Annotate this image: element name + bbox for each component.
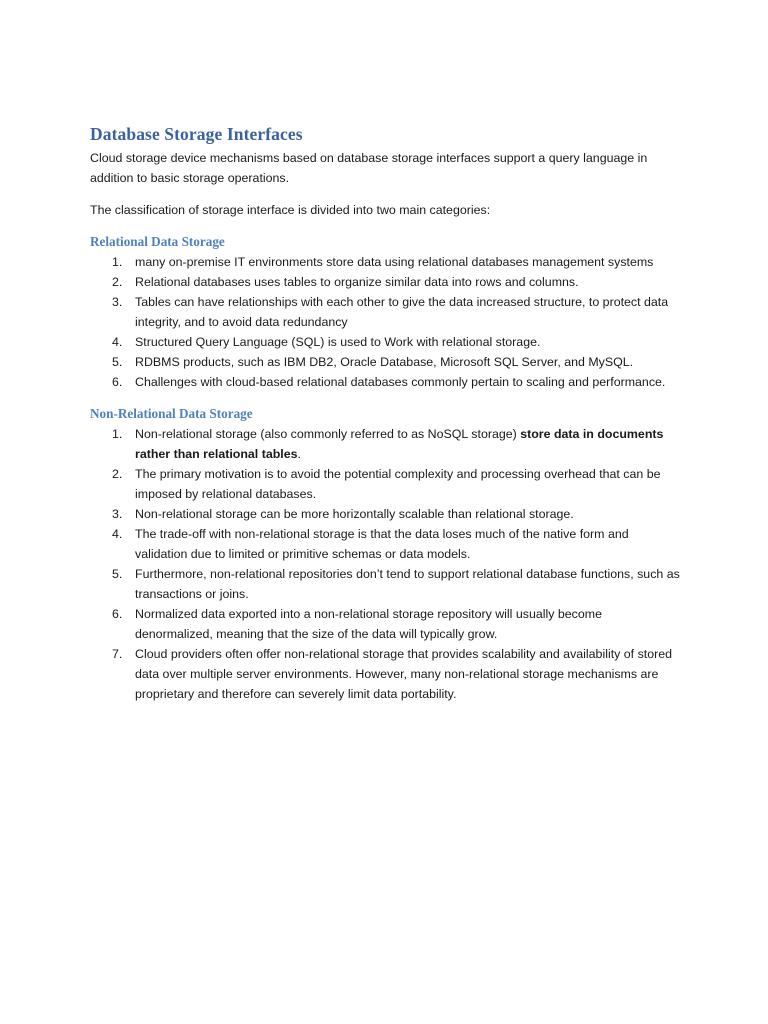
non-relational-list (90, 424, 690, 704)
list-item (90, 644, 683, 704)
list-item-text: RDBMS products, such as IBM DB2, Oracle Database, Microsoft SQL Server, and MySQL. (135, 355, 634, 369)
list-item (90, 332, 683, 352)
list-item-text: The primary motivation is to avoid the potential complexity and processing overhead that can be imposed by relational databases. (135, 467, 661, 501)
list-item-text: Tables can have relationships with each other to give the data increased structure, to protect data integrity, and to avoid data redundancy (135, 295, 669, 329)
list-item-text: The trade-off with non-relational storage is that the data loses much of the native form and validation due to limited or primitive schemas or data models. (135, 527, 629, 561)
list-item-text: Structured Query Language (SQL) is used to Work with relational storage. (135, 335, 541, 349)
list-number: 4. (112, 527, 123, 541)
relational-heading: Relational Data Storage (90, 234, 225, 249)
list-number: 1. (112, 255, 123, 269)
list-item (90, 564, 683, 604)
list-number: 4. (112, 335, 123, 349)
list-number: 5. (112, 355, 123, 369)
list-number: 7. (112, 647, 123, 661)
list-item (90, 252, 683, 272)
list-item-text: Challenges with cloud-based relational databases commonly pertain to scaling and performance. (135, 375, 666, 389)
list-item-text: Normalized data exported into a non-relational storage repository will usually become denormalized, meaning that the size of the data will typically grow. (135, 607, 602, 641)
list-item (90, 292, 683, 332)
non-relational-heading: Non-Relational Data Storage (90, 406, 253, 421)
relational-list (90, 252, 690, 392)
list-item-text: many on-premise IT environments store data using relational databases management systems (135, 255, 654, 269)
list-number: 3. (112, 295, 123, 309)
classification-paragraph: The classification of storage interface is divided into two main categories: (90, 203, 491, 217)
list-item-text: Furthermore, non-relational repositories don’t tend to support relational database functions, such as transactions or joins. (135, 567, 680, 601)
page-title: Database Storage Interfaces (90, 124, 303, 144)
list-item-text: Cloud providers often offer non-relational storage that provides scalability and availability of stored data over multiple server environments. However, many non-relational storage mechanisms are proprietary and therefore can severely limit data portability. (135, 647, 673, 701)
list-item-text-end: . (297, 447, 301, 461)
list-item (90, 604, 683, 644)
list-number: 2. (112, 467, 123, 481)
list-number: 2. (112, 275, 123, 289)
list-item (90, 352, 683, 372)
list-item-text: Non-relational storage (also commonly referred to as NoSQL storage) (135, 427, 521, 441)
list-item (90, 504, 683, 524)
list-number: 5. (112, 567, 123, 581)
list-item-text: Relational databases uses tables to organize similar data into rows and columns. (135, 275, 579, 289)
list-item (90, 464, 683, 504)
document-body (90, 122, 690, 704)
list-item-bold-text: store data in documents rather than relational tables (135, 427, 664, 461)
list-item-text: Non-relational storage can be more horizontally scalable than relational storage. (135, 507, 574, 521)
list-number: 6. (112, 607, 123, 621)
list-item (90, 372, 683, 392)
list-item (90, 424, 683, 464)
list-item (90, 524, 683, 564)
intro-paragraph: Cloud storage device mechanisms based on database storage interfaces support a query language in addition to basic storage operations. (90, 151, 648, 185)
list-item (90, 272, 683, 292)
list-number: 1. (112, 427, 123, 441)
list-number: 3. (112, 507, 123, 521)
list-number: 6. (112, 375, 123, 389)
